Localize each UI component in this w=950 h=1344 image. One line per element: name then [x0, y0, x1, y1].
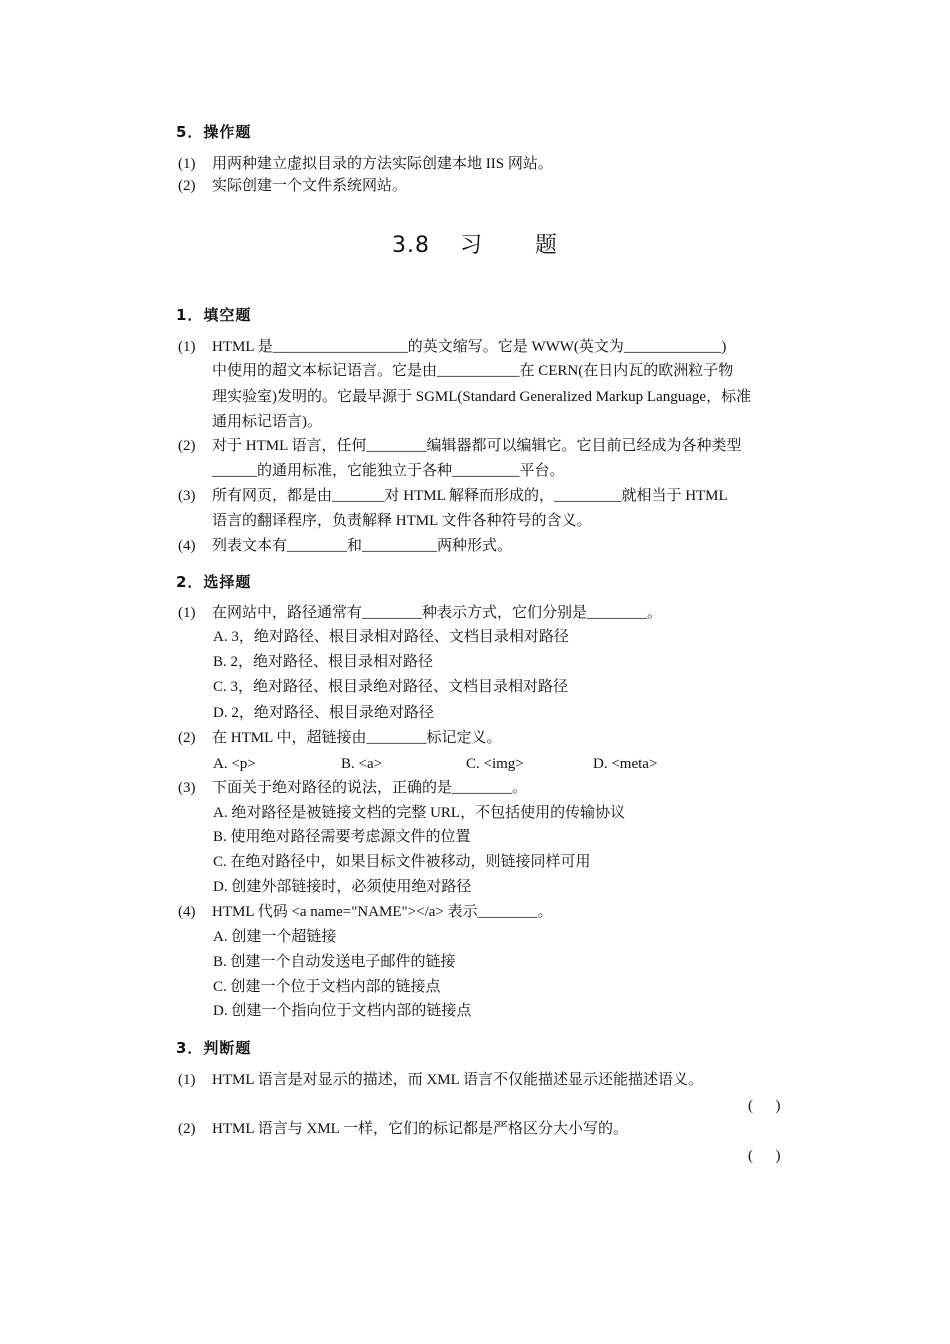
question-number: (1): [178, 605, 196, 621]
title-char-2: 题: [535, 233, 559, 258]
question-text: ______的通用标准，它能独立于各种_________平台。: [212, 463, 565, 479]
section-heading-judge: 3．判断题: [176, 1039, 252, 1057]
option-a: A. 创建一个超链接: [213, 929, 337, 945]
question-number: (1): [178, 339, 196, 355]
option-d: D. 创建外部链接时，必须使用绝对路径: [213, 879, 472, 895]
question-number: (1): [178, 1072, 196, 1088]
section-heading-choice: 2．选择题: [176, 573, 252, 591]
option-a: A. 绝对路径是被链接文档的完整 URL，不包括使用的传输协议: [213, 805, 626, 821]
question-number: (2): [178, 438, 196, 454]
option-d: D. 创建一个指向位于文档内部的链接点: [213, 1003, 472, 1019]
question-text: 理实验室)发明的。它最早源于 SGML(Standard Generalized Markup Language，标准: [212, 389, 752, 405]
chapter-section-title: [0, 228, 950, 259]
question-text: HTML 语言是对显示的描述，而 XML 语言不仅能描述显示还能描述语义。: [212, 1072, 703, 1088]
option-c: C. <img>: [466, 756, 524, 772]
question-number: (2): [178, 1121, 196, 1137]
answer-parentheses: ( ): [748, 1148, 781, 1164]
option-a: A. 3，绝对路径、根目录相对路径、文档目录相对路径: [213, 629, 569, 645]
question-number: (4): [178, 538, 196, 554]
option-b: B. <a>: [341, 756, 383, 772]
question-number: (4): [178, 904, 196, 920]
question-text: 在网站中，路径通常有________种表示方式，它们分别是________。: [212, 605, 663, 621]
item-number: (1): [178, 156, 196, 172]
option-d: D. 2，绝对路径、根目录绝对路径: [213, 705, 434, 721]
question-text: 语言的翻译程序，负责解释 HTML 文件各种符号的含义。: [212, 513, 592, 529]
question-number: (2): [178, 730, 196, 746]
option-b: B. 创建一个自动发送电子邮件的链接: [213, 954, 456, 970]
option-b: B. 使用绝对路径需要考虑源文件的位置: [213, 829, 471, 845]
section-heading-operation: 5．操作题: [176, 123, 252, 141]
item-text: 用两种建立虚拟目录的方法实际创建本地 IIS 网站。: [212, 156, 553, 172]
title-char-1: 习: [459, 233, 483, 258]
question-text: 中使用的超文本标记语言。它是由___________在 CERN(在日内瓦的欧洲粒子物: [212, 363, 734, 379]
question-text: HTML 是__________________的英文缩写。它是 WWW(英文为_____________): [212, 339, 727, 355]
question-text: 对于 HTML 语言，任何________编辑器都可以编辑它。它目前已经成为各种类型: [212, 438, 742, 454]
question-number: (3): [178, 488, 196, 504]
question-number: (3): [178, 780, 196, 796]
question-text: HTML 语言与 XML 一样，它们的标记都是严格区分大小写的。: [212, 1121, 628, 1137]
item-text: 实际创建一个文件系统网站。: [212, 178, 408, 194]
item-number: (2): [178, 178, 196, 194]
question-text: 通用标记语言)。: [212, 414, 322, 430]
answer-parentheses: ( ): [748, 1098, 781, 1114]
question-text: HTML 代码 <a name="NAME"></a> 表示________。: [212, 904, 553, 920]
question-text: 所有网页，都是由_______对 HTML 解释而形成的，_________就相当于 HTML: [212, 488, 728, 504]
option-c: C. 创建一个位于文档内部的链接点: [213, 979, 441, 995]
option-c: C. 3，绝对路径、根目录绝对路径、文档目录相对路径: [213, 679, 569, 695]
option-c: C. 在绝对路径中，如果目标文件被移动，则链接同样可用: [213, 854, 591, 870]
section-heading-fill-in: 1．填空题: [176, 306, 252, 324]
question-text: 列表文本有________和__________两种形式。: [212, 538, 513, 554]
option-d: D. <meta>: [593, 756, 658, 772]
option-a: A. <p>: [213, 756, 256, 772]
question-text: 下面关于绝对路径的说法，正确的是________。: [212, 780, 528, 796]
question-text: 在 HTML 中，超链接由________标记定义。: [212, 730, 502, 746]
title-number: 3.8: [391, 233, 430, 258]
option-b: B. 2，绝对路径、根目录相对路径: [213, 654, 434, 670]
